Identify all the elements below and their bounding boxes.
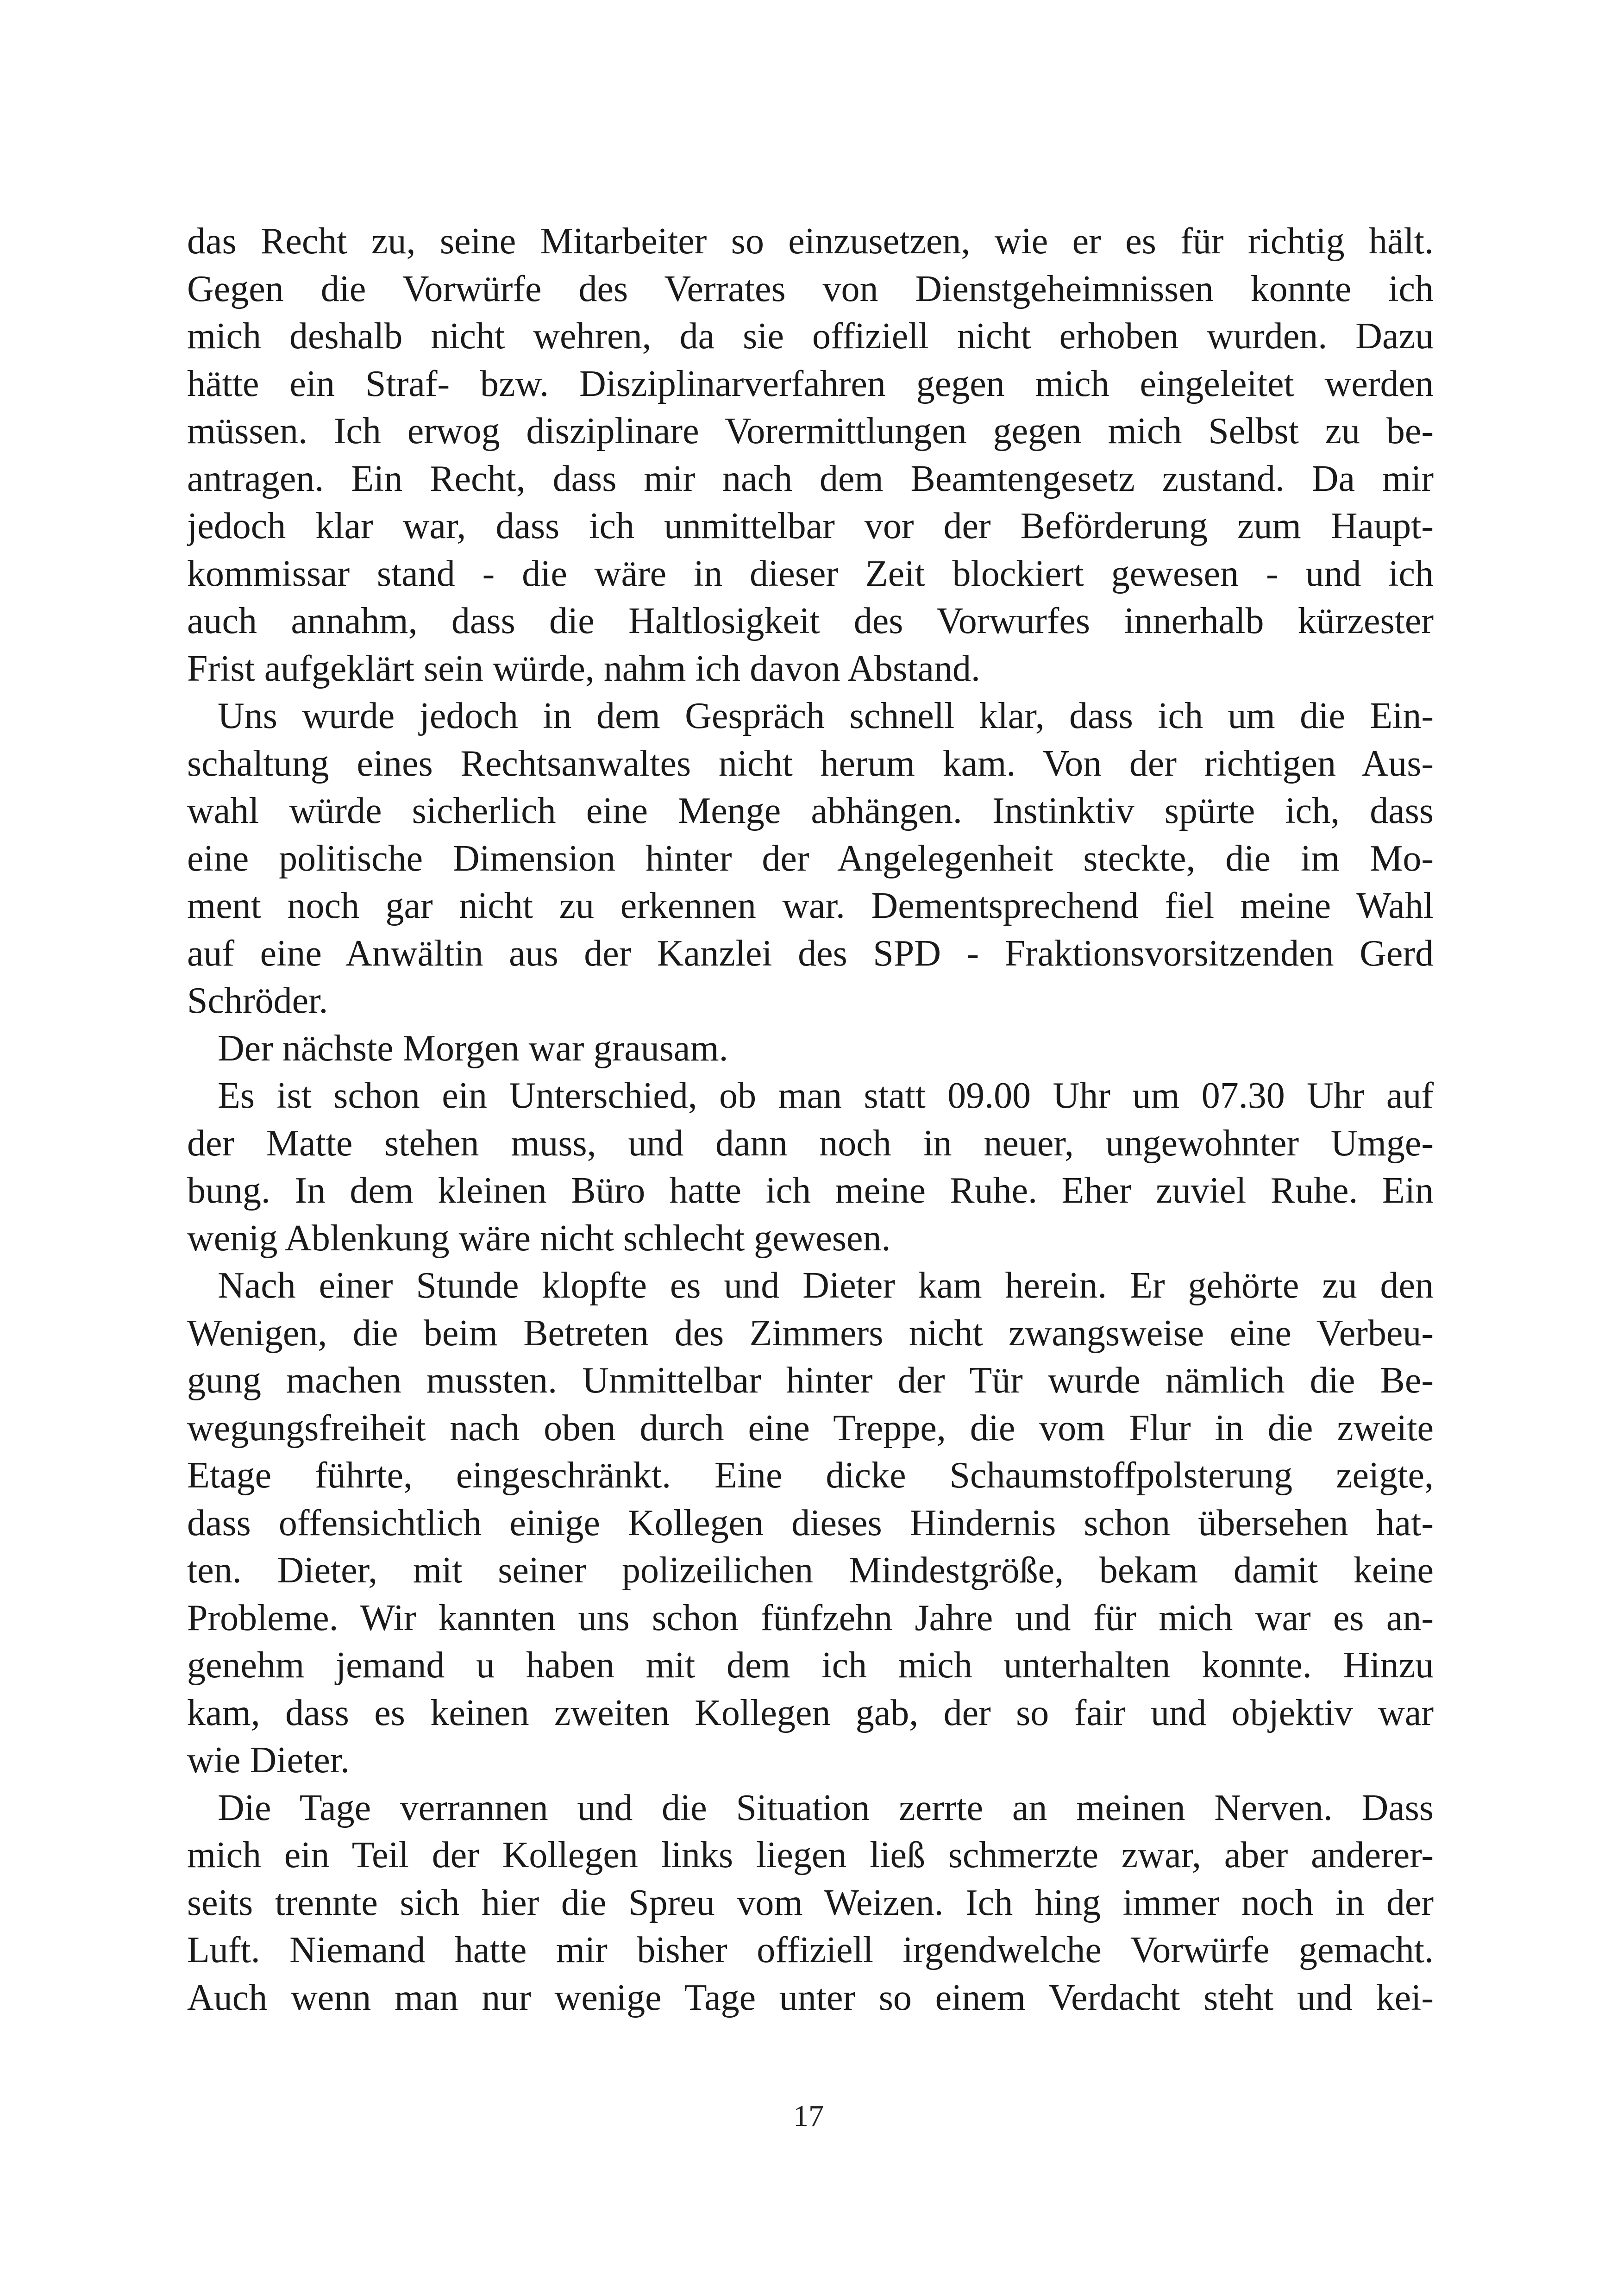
- text-line: kam, dass es keinen zweiten Kollegen gab, der so fair und objektiv war: [187, 1692, 1434, 1733]
- text-line: mich deshalb nicht wehren, da sie offiziell nicht erhoben wurden. Dazu: [187, 316, 1434, 357]
- text-line: schaltung eines Rechtsanwaltes nicht herum kam. Von der richtigen Aus-: [187, 743, 1434, 784]
- text-line: Auch wenn man nur wenige Tage unter so einem Verdacht steht und kei-: [187, 1977, 1434, 2018]
- text-line: jedoch klar war, dass ich unmittelbar vor der Beförderung zum Haupt-: [187, 506, 1434, 546]
- text-line: das Recht zu, seine Mitarbeiter so einzusetzen, wie er es für richtig hält.: [187, 221, 1434, 262]
- text-line: eine politische Dimension hinter der Angelegenheit steckte, die im Mo-: [187, 838, 1434, 879]
- text-line: seits trennte sich hier die Spreu vom Weizen. Ich hing immer noch in der: [187, 1882, 1434, 1923]
- text-line: Etage führte, eingeschränkt. Eine dicke Schaumstoffpolsterung zeigte,: [187, 1455, 1434, 1496]
- text-line: Wenigen, die beim Betreten des Zimmers nicht zwangsweise eine Verbeu-: [187, 1312, 1434, 1354]
- text-line: kommissar stand - die wäre in dieser Zeit blockiert gewesen - und ich: [187, 553, 1434, 594]
- text-line: wie Dieter.: [187, 1740, 350, 1781]
- text-line: ten. Dieter, mit seiner polizeilichen Mindestgröße, bekam damit keine: [187, 1550, 1434, 1591]
- text-line: genehm jemand u haben mit dem ich mich unterhalten konnte. Hinzu: [187, 1645, 1434, 1686]
- text-line: Probleme. Wir kannten uns schon fünfzehn Jahre und für mich war es an-: [187, 1597, 1434, 1638]
- text-line: bung. In dem kleinen Büro hatte ich meine Ruhe. Eher zuviel Ruhe. Ein: [187, 1170, 1434, 1211]
- text-line: mich ein Teil der Kollegen links liegen ließ schmerzte zwar, aber anderer-: [187, 1835, 1434, 1876]
- text-line: wahl würde sicherlich eine Menge abhängen. Instinktiv spürte ich, dass: [187, 790, 1434, 831]
- text-line: Die Tage verrannen und die Situation zerrte an meinen Nerven. Dass: [218, 1787, 1434, 1828]
- text-line: Gegen die Vorwürfe des Verrates von Dienstgeheimnissen konnte ich: [187, 268, 1434, 309]
- text-line: Schröder.: [187, 980, 328, 1021]
- page-number: 17: [793, 2099, 824, 2133]
- text-line: auch annahm, dass die Haltlosigkeit des Vorwurfes innerhalb kürzester: [187, 601, 1434, 641]
- text-line: Uns wurde jedoch in dem Gespräch schnell klar, dass ich um die Ein-: [218, 696, 1434, 736]
- text-line: Der nächste Morgen war grausam.: [218, 1028, 728, 1069]
- text-line: Frist aufgeklärt sein würde, nahm ich davon Abstand.: [187, 648, 980, 689]
- text-line: hätte ein Straf- bzw. Disziplinarverfahren gegen mich eingeleitet werden: [187, 363, 1434, 404]
- body-text: [187, 218, 1434, 2021]
- text-line: gung machen mussten. Unmittelbar hinter der Tür wurde nämlich die Be-: [187, 1360, 1434, 1401]
- text-line: auf eine Anwältin aus der Kanzlei des SPD - Fraktionsvorsitzenden Gerd: [187, 933, 1434, 974]
- text-line: dass offensichtlich einige Kollegen dieses Hindernis schon übersehen hat-: [187, 1502, 1434, 1543]
- text-line: müssen. Ich erwog disziplinare Vorermittlungen gegen mich Selbst zu be-: [187, 411, 1434, 452]
- text-line: antragen. Ein Recht, dass mir nach dem Beamtengesetz zustand. Da mir: [187, 458, 1434, 499]
- text-line: ment noch gar nicht zu erkennen war. Dementsprechend fiel meine Wahl: [187, 885, 1434, 926]
- text-line: Es ist schon ein Unterschied, ob man statt 09.00 Uhr um 07.30 Uhr auf: [218, 1075, 1434, 1116]
- text-line: der Matte stehen muss, und dann noch in neuer, ungewohnter Umge-: [187, 1123, 1434, 1164]
- text-line: wegungsfreiheit nach oben durch eine Treppe, die vom Flur in die zweite: [187, 1407, 1434, 1449]
- text-line: Nach einer Stunde klopfte es und Dieter kam herein. Er gehörte zu den: [218, 1265, 1434, 1306]
- text-line: Luft. Niemand hatte mir bisher offiziell irgendwelche Vorwürfe gemacht.: [187, 1930, 1434, 1970]
- text-line: wenig Ablenkung wäre nicht schlecht gewesen.: [187, 1217, 891, 1259]
